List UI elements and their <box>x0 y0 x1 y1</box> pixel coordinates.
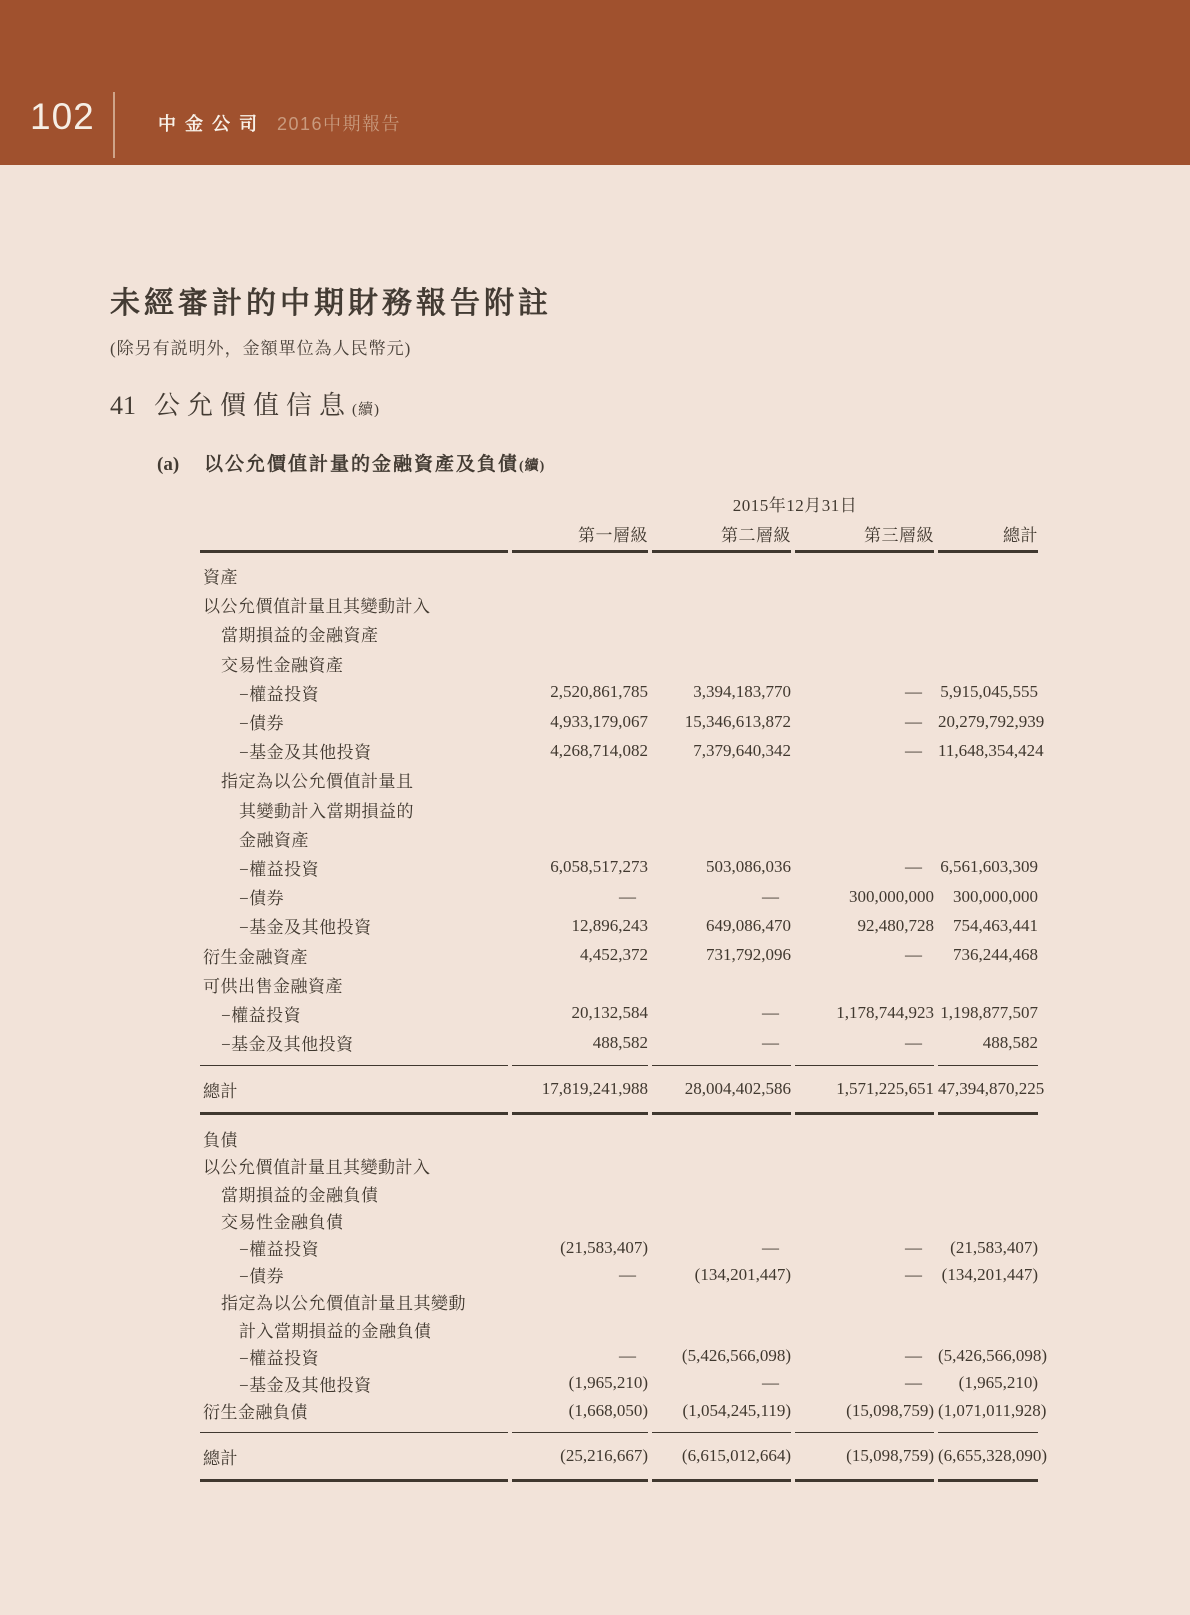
row-value: 1,178,744,923 <box>836 1003 934 1023</box>
row-value: 4,452,372 <box>580 945 648 965</box>
row-value: — <box>905 682 922 702</box>
rule-segment <box>795 1479 934 1482</box>
section-number: 41 <box>110 391 136 420</box>
row-label: 指定為以公允價值計量且 <box>221 772 414 792</box>
row-label: 衍生金融資產 <box>203 947 308 967</box>
subsection-label: (a) <box>157 454 180 475</box>
row-label: 其變動計入當期損益的 <box>239 801 414 821</box>
table-column-headers <box>200 516 1038 550</box>
table-row <box>200 619 1038 648</box>
row-label: 總計 <box>203 1081 238 1101</box>
row-value: 12,896,243 <box>571 915 648 935</box>
rule-segment <box>652 1112 791 1115</box>
header-brand <box>158 113 401 135</box>
section-heading <box>110 385 1190 422</box>
row-label: 計入當期損益的金融負債 <box>239 1321 432 1341</box>
table-row <box>200 911 1038 940</box>
row-value: — <box>619 1264 636 1284</box>
table-row <box>200 1125 1038 1152</box>
row-value: (21,583,407) <box>950 1237 1038 1257</box>
row-value: — <box>762 1003 779 1023</box>
section-continued-marker: (續) <box>352 402 381 418</box>
row-label: −債券 <box>239 1267 285 1287</box>
row-value: 736,244,468 <box>953 945 1038 965</box>
row-value: 649,086,470 <box>706 915 791 935</box>
rule-segment <box>200 550 508 553</box>
row-value: 11,648,354,424 <box>938 740 1044 760</box>
row-value: 4,933,179,067 <box>550 711 648 731</box>
report-name: 2016中期報告 <box>277 114 402 134</box>
rule-segment <box>938 1432 1038 1433</box>
page-number: 102 <box>30 96 95 137</box>
rule-segment <box>200 1112 508 1115</box>
row-label: −權益投資 <box>239 859 320 879</box>
page-content <box>0 165 1190 1482</box>
row-value: 754,463,441 <box>953 915 1038 935</box>
row-value: — <box>619 886 636 906</box>
document-title: 未經審計的中期財務報告附註 <box>110 287 552 320</box>
row-value: (1,668,050) <box>568 1400 648 1420</box>
row-value: 20,132,584 <box>571 1003 648 1023</box>
page-header-band <box>0 0 1190 165</box>
table-row <box>200 1207 1038 1234</box>
row-label: −基金及其他投資 <box>239 1375 372 1395</box>
table-rule-mid <box>200 1112 1038 1115</box>
table-row <box>200 1397 1047 1424</box>
row-value: — <box>905 1237 922 1257</box>
table-row <box>200 1028 1038 1057</box>
table-row <box>200 1288 1038 1315</box>
row-value: — <box>762 886 779 906</box>
table-row <box>200 561 1038 590</box>
row-value: — <box>905 740 922 760</box>
liabilities-rows <box>200 1125 1048 1424</box>
row-value: 503,086,036 <box>706 857 791 877</box>
column-header-level1: 第一層級 <box>578 526 648 545</box>
row-label: 交易性金融負債 <box>221 1212 344 1232</box>
row-value: — <box>905 1032 922 1052</box>
row-label: 可供出售金融資產 <box>203 976 343 996</box>
rule-segment <box>938 1479 1038 1482</box>
row-value: (25,216,667) <box>560 1446 648 1466</box>
row-label: 資產 <box>203 568 238 588</box>
table-row <box>200 1343 1048 1370</box>
row-value: 1,198,877,507 <box>940 1003 1038 1023</box>
table-row <box>200 970 1038 999</box>
table-row <box>200 1316 1038 1343</box>
rule-segment <box>512 1479 648 1482</box>
rule-segment <box>795 1065 934 1066</box>
row-value: 15,346,613,872 <box>684 711 791 731</box>
row-value: (5,426,566,098) <box>938 1346 1048 1366</box>
row-value: 4,268,714,082 <box>550 740 648 760</box>
row-label: 當期損益的金融負債 <box>221 1185 379 1205</box>
row-value: (15,098,759) <box>846 1446 934 1466</box>
column-header-total: 總計 <box>1003 526 1038 545</box>
rule-segment <box>938 1112 1038 1115</box>
document-subtitle: (除另有説明外，金額單位為人民幣元) <box>110 339 412 358</box>
rule-segment <box>652 1065 791 1066</box>
row-label: −基金及其他投資 <box>221 1035 354 1055</box>
table-row <box>200 940 1038 969</box>
row-value: — <box>619 1346 636 1366</box>
row-value: — <box>762 1032 779 1052</box>
row-value: 1,571,225,651 <box>836 1079 934 1099</box>
fair-value-table <box>200 490 1048 1482</box>
table-row <box>200 1180 1038 1207</box>
row-label: −權益投資 <box>239 1240 320 1260</box>
row-value: 5,915,045,555 <box>940 682 1038 702</box>
rule-segment <box>938 550 1038 553</box>
table-row <box>200 795 1038 824</box>
row-label: 衍生金融負債 <box>203 1403 308 1423</box>
row-value: (1,054,245,119) <box>682 1400 791 1420</box>
row-value: 20,279,792,939 <box>938 711 1045 731</box>
row-label: −基金及其他投資 <box>239 743 372 763</box>
table-rule-thin <box>200 1065 1038 1066</box>
row-value: 6,561,603,309 <box>940 857 1038 877</box>
row-value: 7,379,640,342 <box>693 740 791 760</box>
row-label: 以公允價值計量且其變動計入 <box>203 597 431 617</box>
rule-segment <box>512 1065 648 1066</box>
rule-segment <box>200 1065 508 1066</box>
table-row <box>200 736 1044 765</box>
liabilities-total-row <box>200 1433 1048 1479</box>
rule-segment <box>652 550 791 553</box>
row-value: 300,000,000 <box>849 886 934 906</box>
row-label: −基金及其他投資 <box>239 918 372 938</box>
column-header-level2: 第二層級 <box>721 526 791 545</box>
row-label: 交易性金融資產 <box>221 655 344 675</box>
table-row <box>200 1370 1038 1397</box>
rule-segment <box>512 550 648 553</box>
section-title: 公允價值信息 <box>154 391 353 420</box>
row-label: −權益投資 <box>239 1348 320 1368</box>
row-label: −債券 <box>239 889 285 909</box>
row-value: 47,394,870,225 <box>938 1079 1045 1099</box>
table-row <box>200 882 1038 911</box>
rule-segment <box>512 1432 648 1433</box>
row-value: (6,655,328,090) <box>938 1446 1048 1466</box>
table-row <box>200 999 1038 1028</box>
rule-segment <box>200 1479 508 1482</box>
row-value: 300,000,000 <box>953 886 1038 906</box>
table-rule-top <box>200 550 1038 553</box>
table-row <box>200 1152 1038 1179</box>
table-row <box>200 678 1038 707</box>
row-value: (1,965,210) <box>568 1373 648 1393</box>
row-value: (15,098,759) <box>846 1400 934 1420</box>
rule-segment <box>200 1432 508 1433</box>
row-value: — <box>905 857 922 877</box>
date-header: 2015年12月31日 <box>732 496 858 515</box>
row-label: −權益投資 <box>239 684 320 704</box>
table-rule-thin <box>200 1432 1038 1433</box>
row-value: (1,071,011,928) <box>938 1400 1047 1420</box>
row-value: 92,480,728 <box>857 915 934 935</box>
assets-rows <box>200 561 1045 1057</box>
table-row <box>200 590 1038 619</box>
row-value: (6,615,012,664) <box>681 1446 791 1466</box>
subsection-title: 以公允價值計量的金融資產及負債 <box>204 454 520 475</box>
company-name: 中金公司 <box>158 114 266 134</box>
table-row <box>200 1234 1038 1261</box>
row-label: −權益投資 <box>221 1005 302 1025</box>
row-value: — <box>905 1373 922 1393</box>
table-rule-bottom <box>200 1479 1038 1482</box>
row-label: −債券 <box>239 714 285 734</box>
row-value: — <box>905 711 922 731</box>
table-row <box>200 707 1045 736</box>
row-value: 488,582 <box>982 1032 1038 1052</box>
row-value: — <box>762 1373 779 1393</box>
subsection-continued-marker: (續) <box>519 459 546 474</box>
table-row <box>200 765 1038 794</box>
table-row <box>200 824 1038 853</box>
table-date-row <box>200 490 1038 516</box>
header-divider <box>113 92 115 158</box>
row-value: 6,058,517,273 <box>550 857 648 877</box>
row-value: 28,004,402,586 <box>684 1079 791 1099</box>
row-label: 總計 <box>203 1448 238 1468</box>
row-value: 731,792,096 <box>706 945 791 965</box>
rule-segment <box>652 1432 791 1433</box>
row-value: — <box>762 1237 779 1257</box>
table-row <box>200 649 1038 678</box>
subsection-heading <box>157 449 1190 476</box>
row-value: — <box>905 1346 922 1366</box>
rule-segment <box>512 1112 648 1115</box>
row-value: 3,394,183,770 <box>693 682 791 702</box>
row-value: (1,965,210) <box>958 1373 1038 1393</box>
row-value: 488,582 <box>592 1032 648 1052</box>
row-value: (134,201,447) <box>941 1264 1038 1284</box>
table-row <box>200 853 1038 882</box>
row-value: — <box>905 1264 922 1284</box>
rule-segment <box>795 1112 934 1115</box>
row-value: 17,819,241,988 <box>541 1079 648 1099</box>
rule-segment <box>795 1432 934 1433</box>
column-header-level3: 第三層級 <box>864 526 934 545</box>
row-value: (21,583,407) <box>560 1237 648 1257</box>
row-value: 2,520,861,785 <box>550 682 648 702</box>
rule-segment <box>652 1479 791 1482</box>
rule-segment <box>938 1065 1038 1066</box>
row-label: 以公允價值計量且其變動計入 <box>203 1158 431 1178</box>
table-row <box>200 1261 1038 1288</box>
row-label: 負債 <box>203 1131 238 1151</box>
row-label: 當期損益的金融資產 <box>221 626 379 646</box>
assets-total-row <box>200 1066 1045 1112</box>
row-value: — <box>905 945 922 965</box>
row-label: 指定為以公允價值計量且其變動 <box>221 1294 466 1314</box>
row-label: 金融資產 <box>239 830 309 850</box>
row-value: (5,426,566,098) <box>681 1346 791 1366</box>
row-value: (134,201,447) <box>694 1264 791 1284</box>
rule-segment <box>795 550 934 553</box>
